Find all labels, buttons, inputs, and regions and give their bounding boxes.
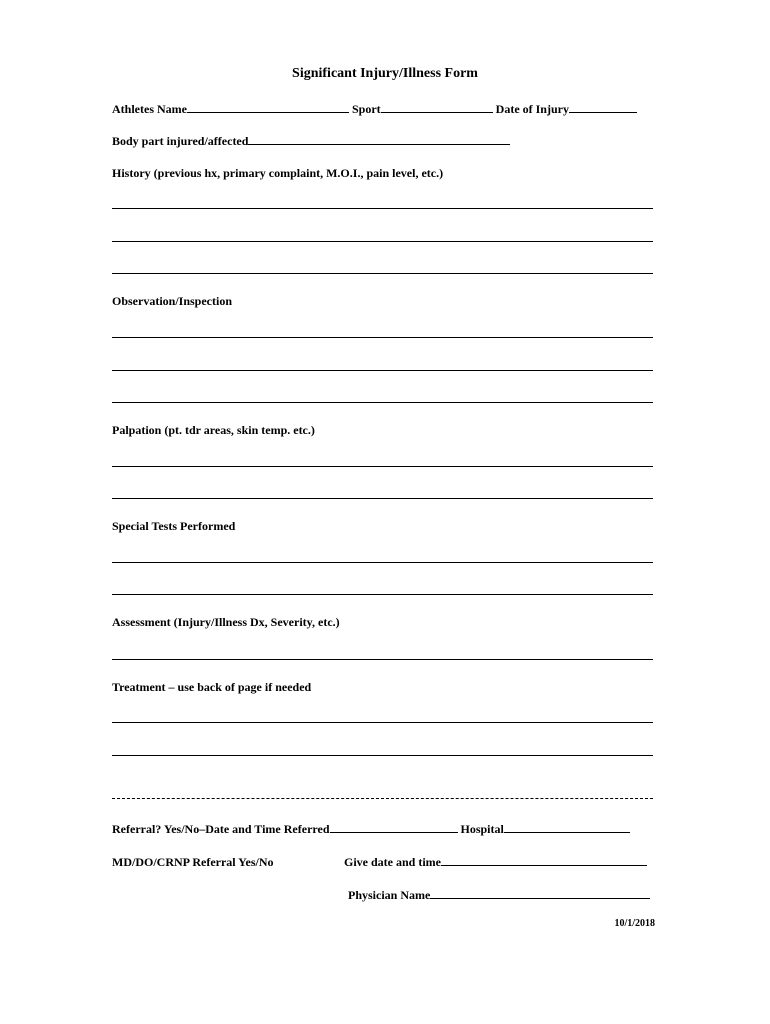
referral-label: Referral? Yes/No–Date and Time Referred (112, 822, 330, 836)
physician-row (348, 888, 650, 903)
sport-field[interactable] (381, 102, 493, 113)
special-tests-label: Special Tests Performed (112, 519, 236, 533)
revision-date: 10/1/2018 (614, 918, 655, 929)
give-date-row (344, 855, 647, 870)
history-line-1[interactable] (112, 208, 653, 209)
treatment-line-2[interactable] (112, 755, 653, 756)
sport-label: Sport (351, 102, 381, 116)
palpation-line-1[interactable] (112, 466, 653, 467)
history-line-2[interactable] (112, 241, 653, 242)
hospital-field[interactable] (504, 822, 630, 833)
give-date-label: Give date and time (344, 855, 441, 869)
body-part-row (112, 134, 510, 149)
treatment-line-1[interactable] (112, 722, 653, 723)
date-of-injury-field[interactable] (569, 102, 637, 113)
palpation-label: Palpation (pt. tdr areas, skin temp. etc.) (112, 423, 315, 437)
referral-date-field[interactable] (330, 822, 458, 833)
special-tests-line-2[interactable] (112, 594, 653, 595)
athletes-name-field[interactable] (187, 102, 349, 113)
treatment-label: Treatment – use back of page if needed (112, 680, 312, 694)
special-tests-line-1[interactable] (112, 562, 653, 563)
body-part-label: Body part injured/affected (112, 134, 249, 148)
palpation-line-2[interactable] (112, 498, 653, 499)
observation-line-3[interactable] (112, 402, 653, 403)
physician-name-label: Physician Name (348, 888, 431, 902)
date-of-injury-label: Date of Injury (495, 102, 569, 116)
referral-row (112, 822, 630, 837)
athletes-name-label: Athletes Name (112, 102, 187, 116)
history-line-3[interactable] (112, 273, 653, 274)
assessment-line-1[interactable] (112, 659, 653, 660)
form-title: Significant Injury/Illness Form (292, 66, 478, 81)
physician-name-field[interactable] (430, 888, 650, 899)
observation-line-1[interactable] (112, 337, 653, 338)
body-part-field[interactable] (248, 134, 510, 145)
give-date-field[interactable] (441, 855, 647, 866)
assessment-label: Assessment (Injury/Illness Dx, Severity, etc.) (112, 615, 340, 629)
hospital-label: Hospital (460, 822, 504, 836)
treatment-line-3[interactable] (112, 798, 653, 799)
observation-line-2[interactable] (112, 370, 653, 371)
athletes-name-row (112, 102, 637, 117)
observation-label: Observation/Inspection (112, 294, 233, 308)
md-referral-label: MD/DO/CRNP Referral Yes/No (112, 855, 274, 869)
history-label: History (previous hx, primary complaint, M.O.I., pain level, etc.) (112, 166, 444, 180)
